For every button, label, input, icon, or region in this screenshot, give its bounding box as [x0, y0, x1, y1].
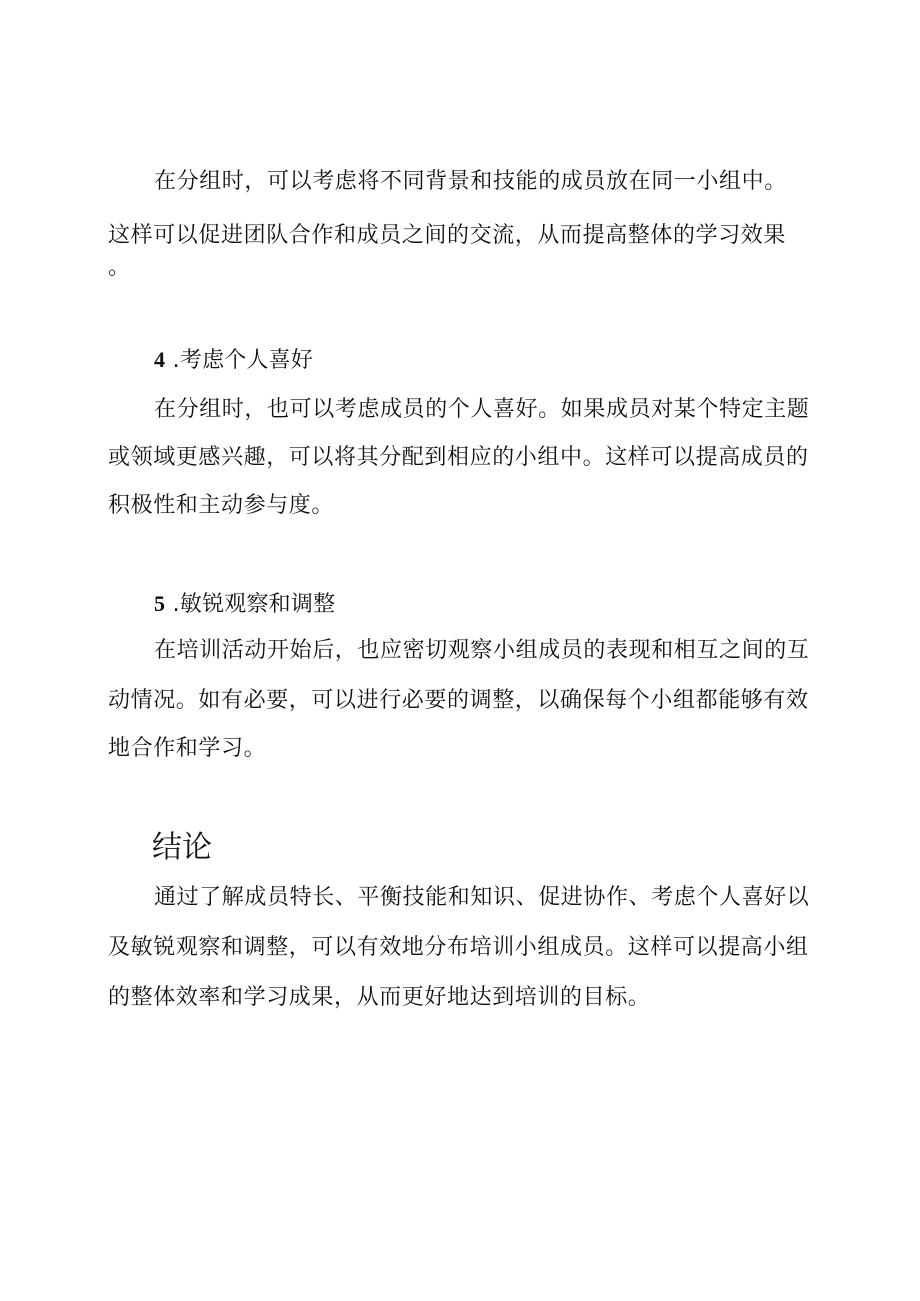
section-4-number: 4 [154, 347, 165, 372]
section-5-title: .敏锐观察和调整 [172, 592, 336, 617]
section-4-title: .考虑个人喜好 [172, 348, 314, 373]
section-5-number: 5 [154, 591, 165, 616]
section-5-line-1: 在培训活动开始后，也应密切观察小组成员的表现和相互之间的互 [154, 638, 810, 663]
intro-line-3: 。 [108, 255, 131, 280]
conclusion-line-1: 通过了解成员特长、平衡技能和知识、促进协作、考虑个人喜好以 [154, 885, 810, 910]
intro-line-1: 在分组时，可以考虑将不同背景和技能的成员放在同一小组中。 [154, 169, 787, 194]
section-4-line-2: 或领域更感兴趣，可以将其分配到相应的小组中。这样可以提高成员的 [108, 445, 809, 470]
section-5-heading [0, 589, 920, 620]
conclusion-line-3: 的整体效率和学习成果，从而更好地达到培训的目标。 [108, 985, 651, 1010]
section-4-line-3: 积极性和主动参与度。 [108, 493, 335, 518]
section-4-line-1: 在分组时，也可以考虑成员的个人喜好。如果成员对某个特定主题 [154, 397, 810, 422]
section-5-line-2: 动情况。如有必要，可以进行必要的调整，以确保每个小组都能够有效 [108, 688, 809, 713]
section-5-line-3: 地合作和学习。 [108, 736, 267, 761]
section-4-heading [0, 345, 920, 376]
conclusion-heading: 结论 [152, 830, 212, 865]
conclusion-line-2: 及敏锐观察和调整，可以有效地分布培训小组成员。这样可以提高小组 [108, 935, 809, 960]
intro-line-2: 这样可以促进团队合作和成员之间的交流，从而提高整体的学习效果 [108, 223, 787, 248]
